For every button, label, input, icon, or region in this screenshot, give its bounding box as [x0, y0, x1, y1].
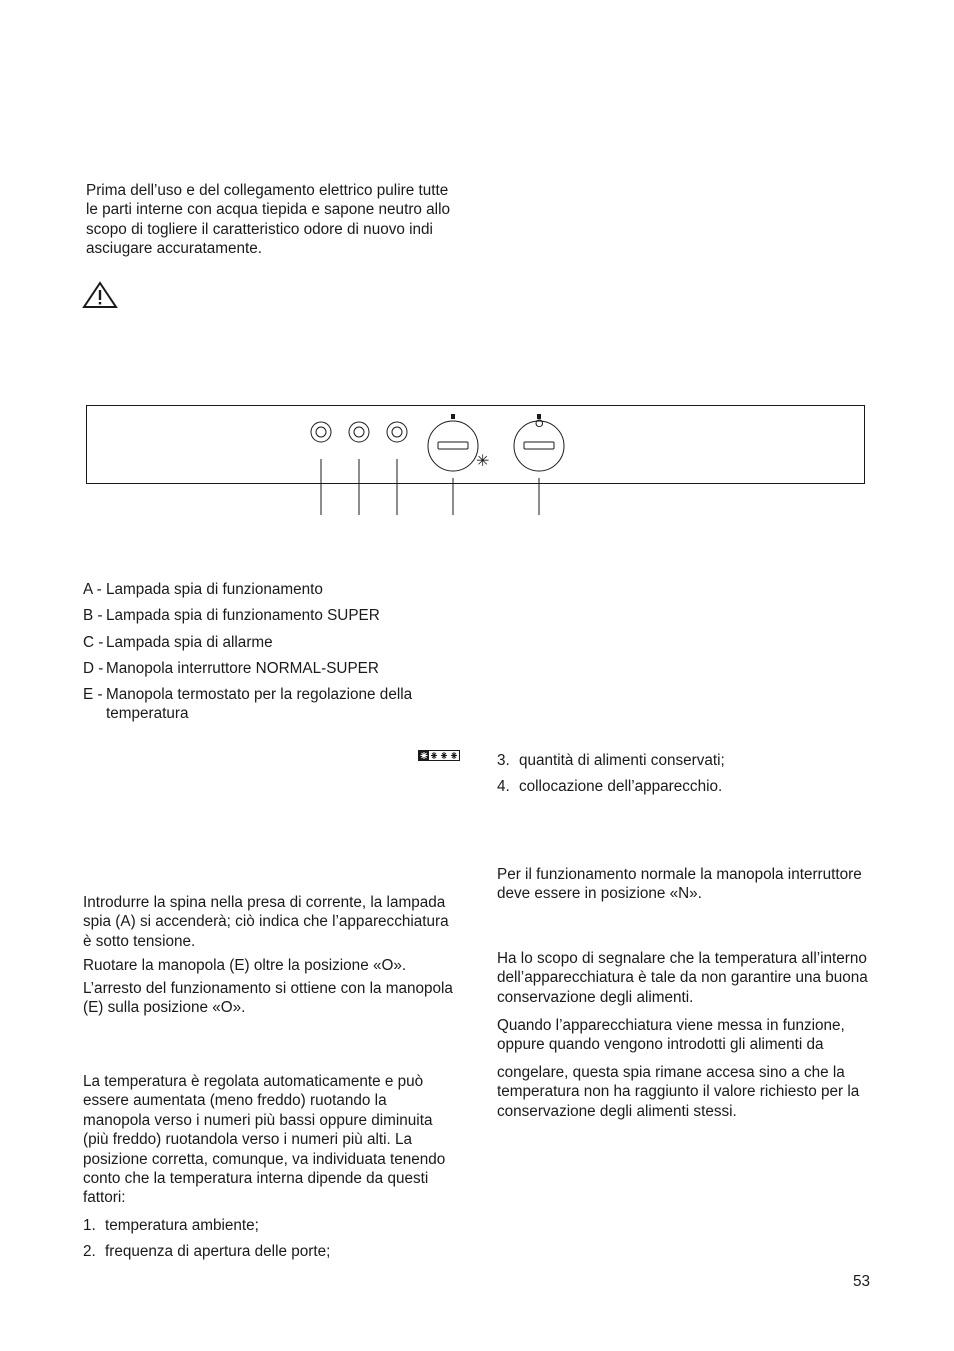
factor-number: 3.	[497, 752, 510, 769]
legend-text: Lampada spia di allarme	[106, 634, 273, 651]
legend-key: B -	[83, 607, 103, 624]
alarm-startup-paragraph: Quando l’apparecchiatura viene messa in funzione, oppure quando vengono introdotti gli alimenti da	[497, 1017, 845, 1054]
legend-text: Lampada spia di funzionamento	[106, 581, 323, 598]
lamp-c-icon	[387, 422, 407, 515]
normal-mode-paragraph: Per il funzionamento normale la manopola interruttore deve essere in posizione «N».	[497, 866, 862, 903]
alarm-freeze-paragraph: congelare, questa spia rimane accesa sino a che la temperatura non ha raggiunto il valore richiesto per la conservazione degli alimenti stessi.	[497, 1064, 860, 1120]
factor-text: collocazione dell’apparecchio.	[519, 778, 723, 795]
legend-key: A -	[83, 581, 102, 598]
temperature-paragraph: La temperatura è regolata automaticamente e può essere aumentata (meno freddo) ruotando la manopola verso i numeri più bassi oppure diminuita (più freddo) ruotandola verso i numeri più alti. La posizione corretta, comunque, va individuata tenendo conto che la temperatura interna dipende da questi fattori:	[83, 1073, 446, 1207]
factor-text: temperatura ambiente;	[105, 1217, 259, 1234]
factor-text: frequenza di apertura delle porte;	[105, 1243, 331, 1260]
lamp-b-icon	[349, 422, 369, 515]
intro-paragraph: Prima dell’uso e del collegamento elettrico pulire tutte le parti interne con acqua tiepida e sapone neutro allo scopo di togliere il caratteristico odore di nuovo indi asciugare accuratamente.	[86, 182, 450, 258]
lamp-a-icon	[311, 422, 331, 515]
freezer-four-star-icon	[418, 750, 460, 761]
thermostat-zero-mark: O	[535, 418, 544, 430]
page-number: 53	[853, 1273, 871, 1290]
factor-number: 4.	[497, 778, 510, 795]
knob-d-icon	[428, 414, 478, 515]
legend-key: C -	[83, 634, 104, 651]
legend-text: Lampada spia di funzionamento SUPER	[106, 607, 380, 624]
factor-number: 1.	[83, 1217, 96, 1234]
alarm-paragraph: Ha lo scopo di segnalare che la temperatura all’interno dell’apparecchiatura è tale da non garantire una buona conservazione degli alimenti.	[497, 950, 868, 1006]
legend-key: D -	[83, 660, 104, 677]
snowflake-icon: ✳	[476, 451, 490, 470]
startup-stop-paragraph: L’arresto del funzionamento si ottiene con la manopola (E) sulla posizione «O».	[83, 980, 453, 1017]
legend-text: Manopola termostato per la regolazione della temperatura	[106, 686, 413, 723]
startup-rotate-paragraph: Ruotare la manopola (E) oltre la posizione «O».	[83, 957, 407, 974]
legend-text: Manopola interruttore NORMAL-SUPER	[106, 660, 379, 677]
factor-number: 2.	[83, 1243, 96, 1260]
startup-paragraph: Introdurre la spina nella presa di corrente, la lampada spia (A) si accenderà; ciò indica che l’apparecchiatura è sotto tensione.	[83, 894, 449, 950]
factor-text: quantità di alimenti conservati;	[519, 752, 725, 769]
legend-key: E -	[83, 686, 103, 703]
